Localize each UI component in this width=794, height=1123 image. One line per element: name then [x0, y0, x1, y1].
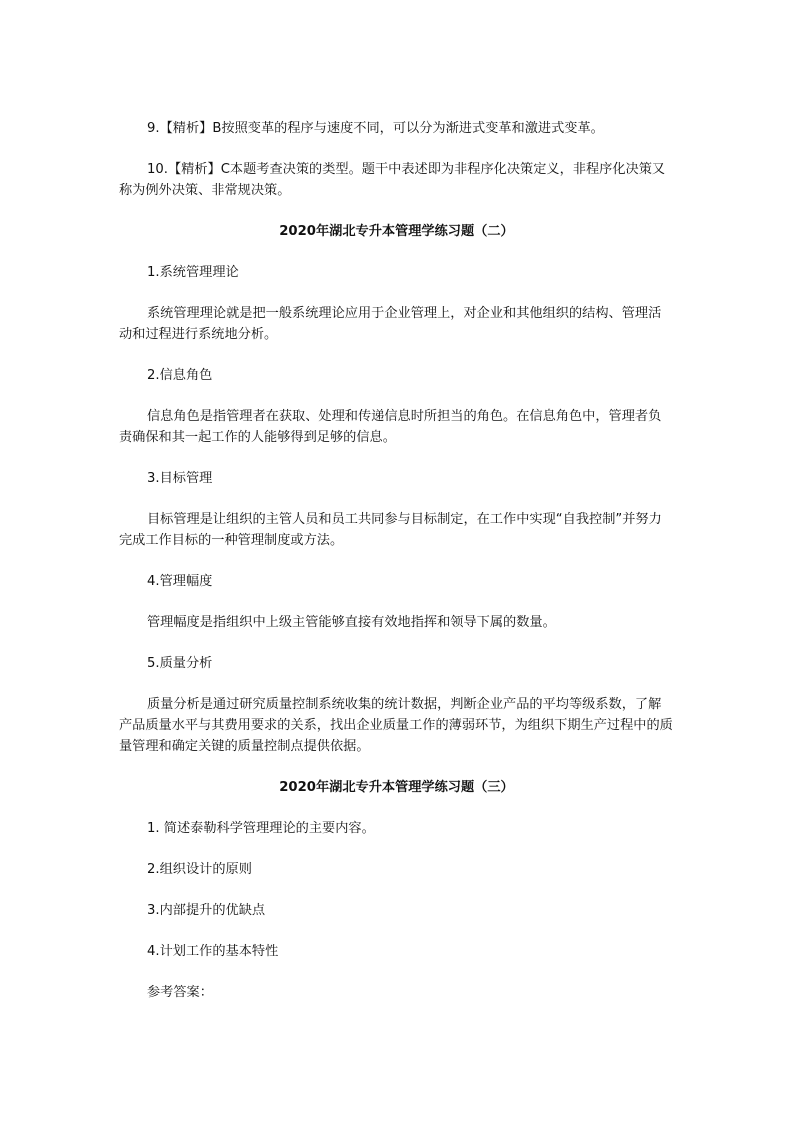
term-definition-3: 目标管理是让组织的主管人员和员工共同参与目标制定，在工作中实现“自我控制”并努力完成工作目标的一种管理制度或方法。 [119, 512, 662, 548]
term-definition-5: 质量分析是通过研究质量控制系统收集的统计数据，判断企业产品的平均等级系数，了解产品质量水平与其费用要求的关系，找出企业质量工作的薄弱环节，为组织下期生产过程中的质量管理和确定关键的质量控制点提供依据。 [119, 697, 673, 754]
term-title-3: 3.目标管理 [147, 471, 213, 486]
term-title-2: 2.信息角色 [147, 368, 213, 383]
question-3: 3.内部提升的优缺点 [147, 903, 266, 918]
answer-9: 9.【精析】B按照变革的程序与速度不同，可以分为渐进式变革和激进式变革。 [147, 121, 604, 136]
term-definition-1: 系统管理理论就是把一般系统理论应用于企业管理上，对企业和其他组织的结构、管理活动和过程进行系统地分析。 [119, 306, 662, 342]
term-title-5: 5.质量分析 [147, 656, 213, 671]
term-definition-4: 管理幅度是指组织中上级主管能够直接有效地指挥和领导下属的数量。 [147, 615, 556, 630]
question-4: 4.计划工作的基本特性 [147, 944, 279, 959]
term-definition-2: 信息角色是指管理者在获取、处理和传递信息时所担当的角色。在信息角色中，管理者负责确保和其一起工作的人能够得到足够的信息。 [119, 409, 662, 445]
section-heading-2: 2020年湖北专升本管理学练习题（二） [279, 224, 514, 239]
question-1: 1. 简述泰勒科学管理理论的主要内容。 [147, 821, 375, 836]
question-2: 2.组织设计的原则 [147, 862, 252, 877]
answer-10: 10.【精析】C本题考查决策的类型。题干中表述即为非程序化决策定义，非程序化决策又称为例外决策、非常规决策。 [119, 162, 666, 198]
document-body [119, 118, 674, 1023]
term-title-4: 4.管理幅度 [147, 574, 213, 589]
section-heading-3: 2020年湖北专升本管理学练习题（三） [279, 780, 514, 795]
term-title-1: 1.系统管理理论 [147, 265, 239, 280]
reference-answer-label: 参考答案： [147, 985, 213, 1000]
